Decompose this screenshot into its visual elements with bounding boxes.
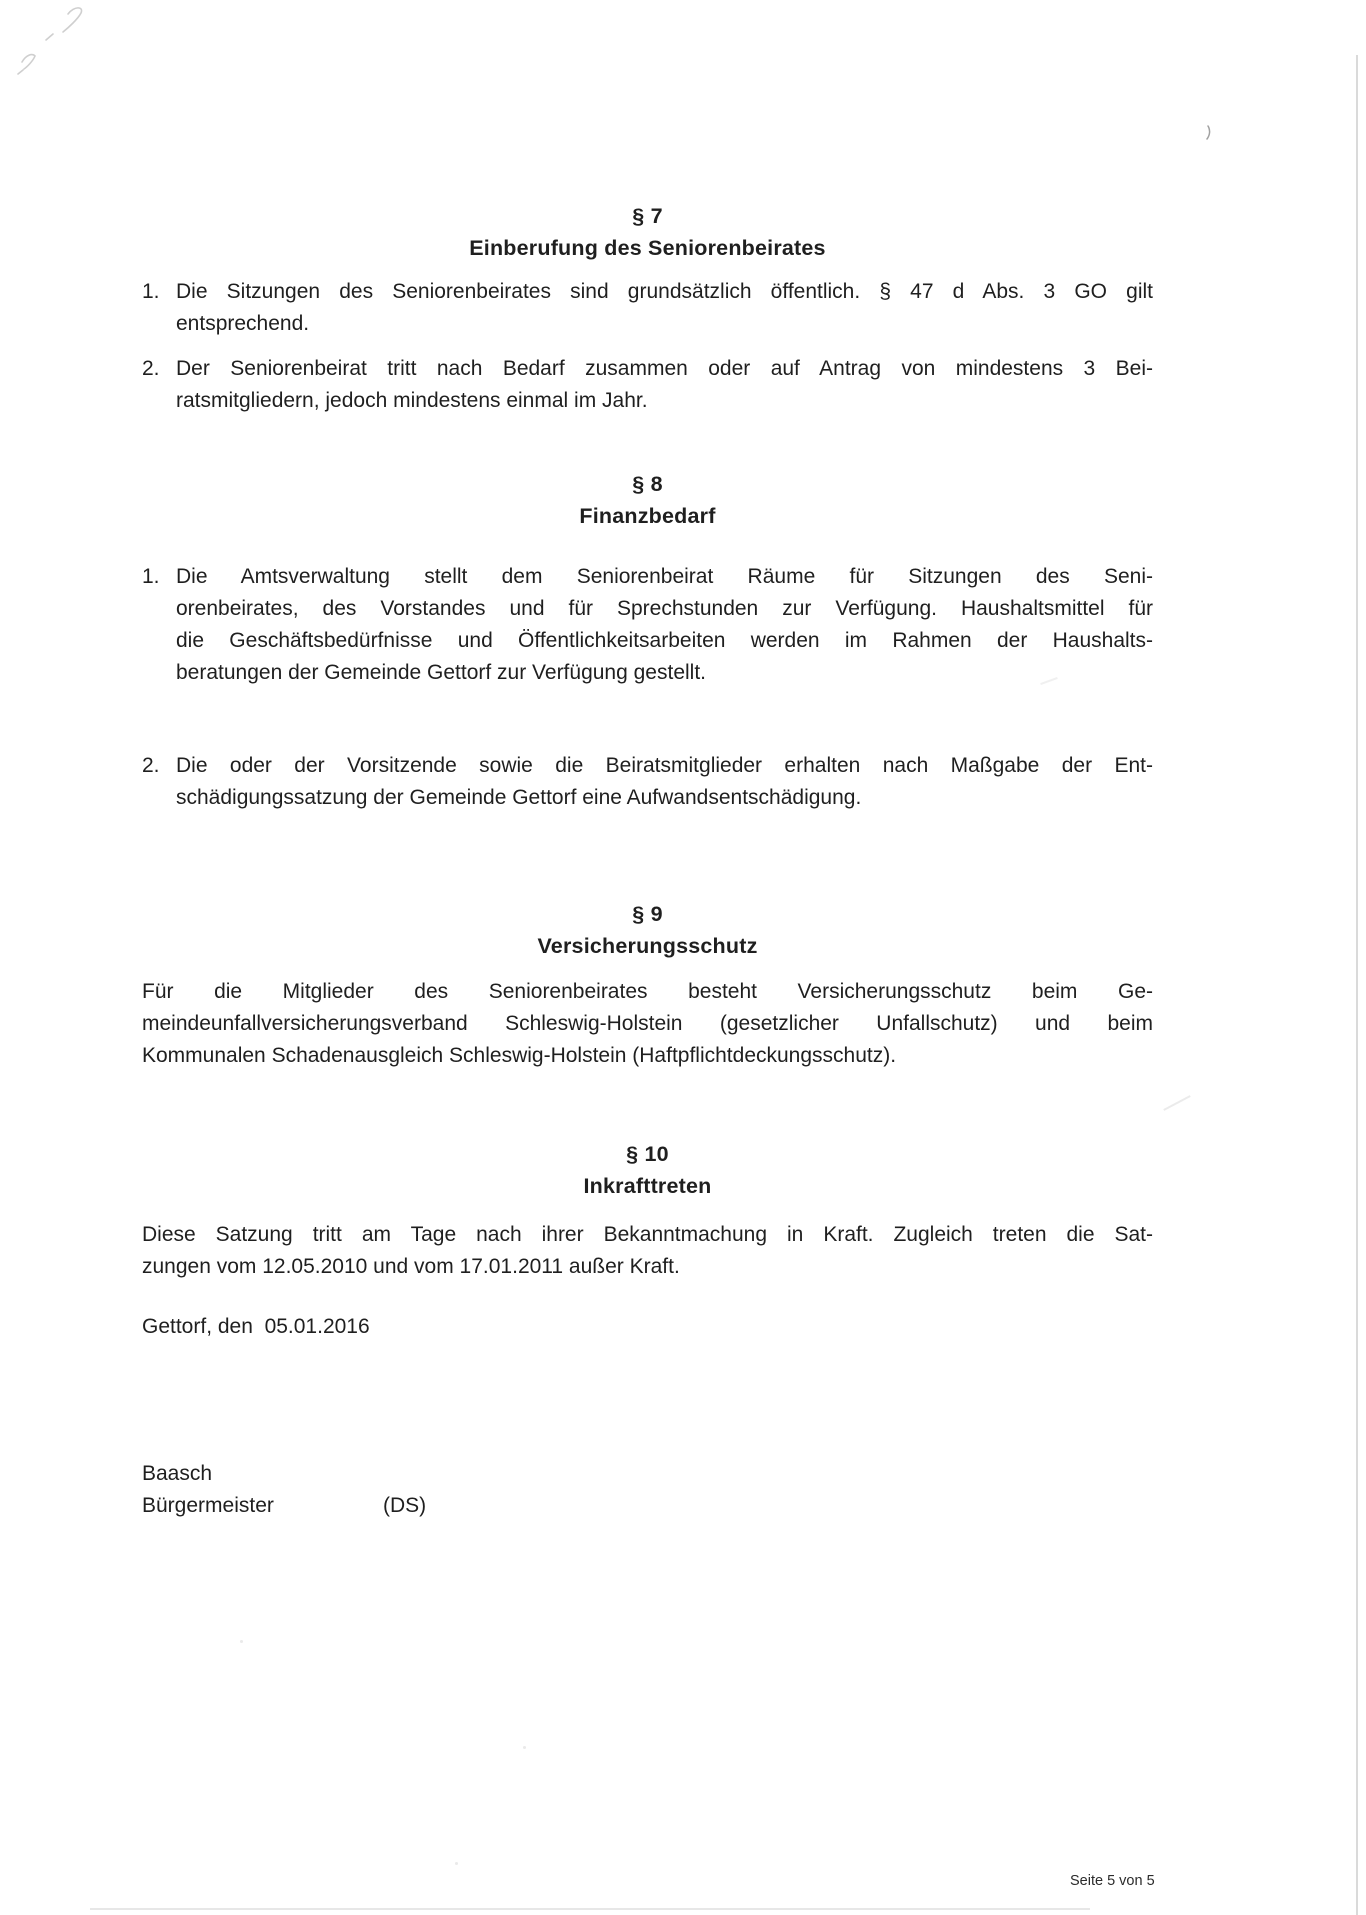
signature-block — [142, 1458, 427, 1522]
signer-name: Baasch — [142, 1462, 213, 1485]
text-line: Diese Satzung tritt am Tage nach ihrer Bekanntmachung in Kraft. Zugleich treten die Sat- — [142, 1223, 1153, 1246]
page-number-footer: Seite 5 von 5 — [1070, 1873, 1155, 1889]
text-line: Die Sitzungen des Seniorenbeirates sind grundsätzlich öffentlich. § 47 d Abs. 3 GO gilt — [176, 280, 1153, 303]
section-s7 — [142, 200, 1153, 417]
numbered-item — [142, 353, 1153, 417]
section-number: § 9 — [632, 902, 663, 926]
item-number: 2. — [142, 357, 160, 380]
item-number: 2. — [142, 754, 160, 777]
section-title: Einberufung des Seniorenbeirates — [469, 236, 826, 260]
text-line: beratungen der Gemeinde Gettorf zur Verfügung gestellt. — [176, 661, 706, 684]
signer-title: Bürgermeister — [142, 1494, 274, 1517]
place-date-line: Gettorf, den 05.01.2016 — [142, 1315, 370, 1338]
seal-note: (DS) — [383, 1494, 427, 1517]
numbered-item — [142, 750, 1153, 814]
item-number: 1. — [142, 565, 160, 588]
text-line: die Geschäftsbedürfnisse und Öffentlichkeitsarbeiten werden im Rahmen der Haushalts- — [176, 629, 1153, 652]
text-line: ratsmitgliedern, jedoch mindestens einmal im Jahr. — [176, 389, 648, 412]
section-title: Versicherungsschutz — [537, 934, 758, 958]
scan-smudge — [1163, 1095, 1190, 1111]
scan-speck — [240, 1640, 243, 1643]
text-line: meindeunfallversicherungsverband Schleswig-Holstein (gesetzlicher Unfallschutz) und beim — [142, 1012, 1153, 1035]
section-title: Inkrafttreten — [583, 1174, 712, 1198]
section-s8 — [142, 468, 1153, 814]
paragraph — [142, 976, 1153, 1072]
text-line: Die Amtsverwaltung stellt dem Seniorenbeirat Räume für Sitzungen des Seni- — [176, 565, 1153, 588]
text-line: schädigungssatzung der Gemeinde Gettorf eine Aufwandsentschädigung. — [176, 786, 862, 809]
scan-speck — [523, 1746, 526, 1749]
section-s9 — [142, 898, 1153, 1072]
section-s10 — [142, 1138, 1153, 1283]
text-line: Für die Mitglieder des Seniorenbeirates besteht Versicherungsschutz beim Ge- — [142, 980, 1153, 1003]
text-line: orenbeirates, des Vorstandes und für Sprechstunden zur Verfügung. Haushaltsmittel für — [176, 597, 1153, 620]
section-number: § 7 — [632, 204, 663, 228]
text-line: entsprechend. — [176, 312, 310, 335]
scan-speck — [455, 1862, 458, 1865]
numbered-item — [142, 276, 1153, 340]
scan-edge-line-right — [1356, 55, 1358, 1915]
text-line: Der Seniorenbeirat tritt nach Bedarf zusammen oder auf Antrag von mindestens 3 Bei- — [176, 357, 1153, 380]
stray-ink-mark — [1203, 124, 1215, 142]
text-line: Kommunalen Schadenausgleich Schleswig-Holstein (Haftpflichtdeckungsschutz). — [142, 1044, 897, 1067]
numbered-item — [142, 561, 1153, 689]
section-number: § 10 — [626, 1142, 669, 1166]
item-number: 1. — [142, 280, 160, 303]
text-line: Die oder der Vorsitzende sowie die Beiratsmitglieder erhalten nach Maßgabe der Ent- — [176, 754, 1153, 777]
pencil-scribble-mark — [8, 2, 128, 92]
section-title: Finanzbedarf — [579, 504, 716, 528]
section-number: § 8 — [632, 472, 663, 496]
text-line: zungen vom 12.05.2010 und vom 17.01.2011 außer Kraft. — [142, 1255, 680, 1278]
scan-edge-line-bottom — [90, 1908, 1090, 1910]
paragraph — [142, 1219, 1153, 1283]
signer-title-row — [142, 1490, 427, 1522]
